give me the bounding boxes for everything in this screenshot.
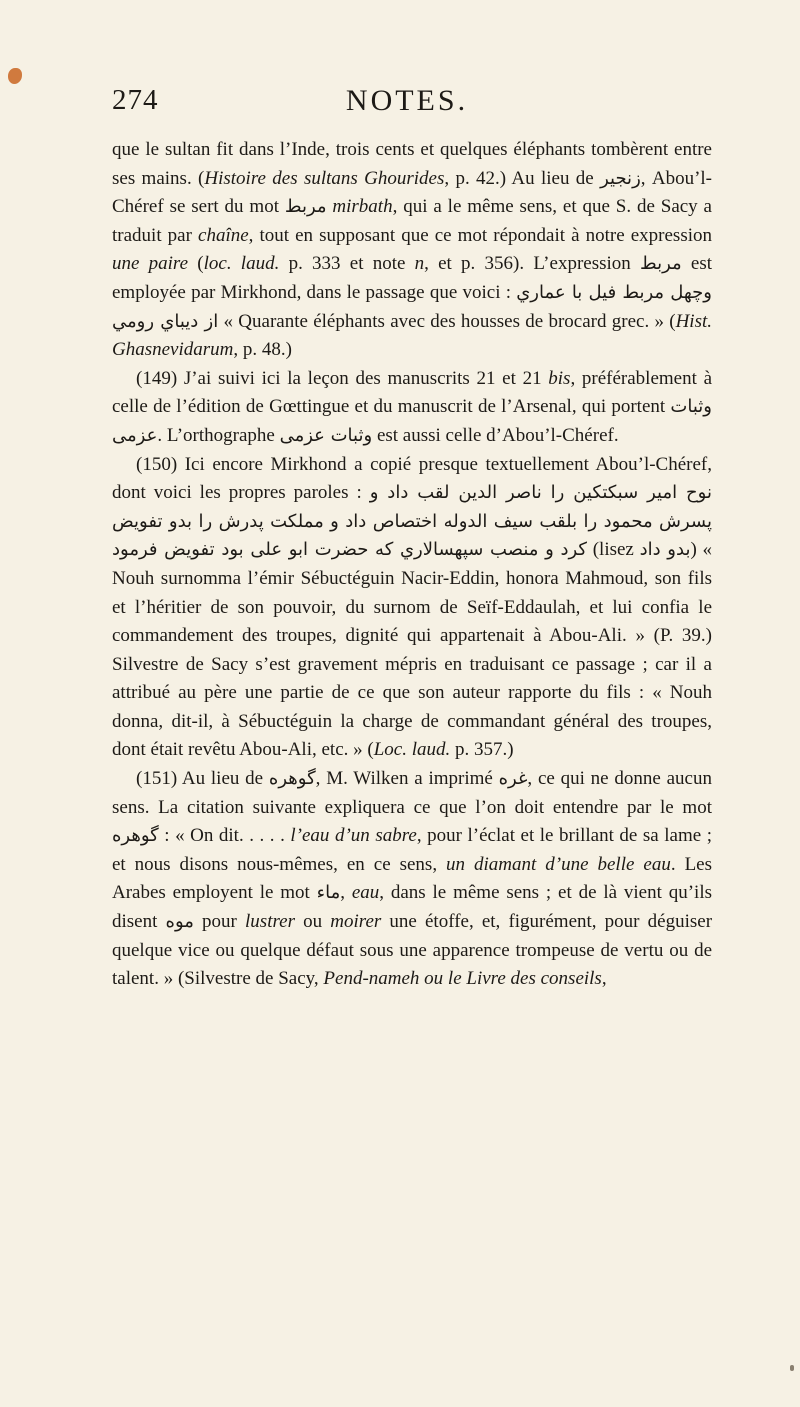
- arabic-run: موه: [165, 911, 194, 933]
- text-run: p. 357.): [450, 739, 514, 761]
- text-run: est aussi celle d’Abou’l-Chéref.: [372, 424, 619, 446]
- italic-run: Hist. Ghasnevidarum: [112, 310, 713, 361]
- arabic-run: ماء: [316, 882, 341, 904]
- text-run: (150) Ici encore Mirkhond a copié presque textuellement Abou’l-Chéref, dont voici les propres paroles :: [112, 453, 712, 504]
- text-run: p. 333 et note: [279, 253, 415, 275]
- arabic-run: غره: [498, 768, 528, 790]
- text-run: , tout en supposant que ce mot répondait à notre expression: [248, 224, 712, 246]
- text-run: que le sultan fit dans l’Inde, trois cents et quelques éléphants tombèrent entre ses mains. (: [112, 139, 712, 189]
- page-header: [112, 84, 702, 124]
- text-run: , qui a le même sens, et que S. de Sacy a traduit par: [112, 196, 712, 246]
- text-run: , M. Wilken a imprimé: [315, 768, 499, 790]
- text-run: ou: [294, 911, 331, 933]
- arabic-run: گوهره: [112, 825, 159, 847]
- arabic-run: مربط: [284, 196, 327, 218]
- text-run: est employée par Mirkhond, dans le passage que voici :: [112, 253, 713, 303]
- text-run: . Les Arabes employent le mot: [112, 853, 712, 904]
- text-run: , préférablement à celle de l’édition de Gœttingue et du manuscrit de l’Arsenal, qui portent: [112, 367, 713, 418]
- arabic-run: وثبات عزمى: [279, 424, 373, 446]
- italic-run: loc. laud.: [203, 253, 280, 275]
- text-run: (151) Au lieu de: [136, 768, 269, 790]
- text-run: , pour l’éclat et le brillant de sa lame ; et nous disons nous-mêmes, en ce sens,: [112, 825, 712, 875]
- italic-run: chaîne: [198, 224, 249, 246]
- arabic-run: گوهره: [268, 768, 316, 790]
- italic-run: une paire: [112, 253, 189, 275]
- note-151: [112, 765, 712, 994]
- body-text: [112, 136, 712, 994]
- running-head: NOTES.: [345, 84, 469, 117]
- arabic-run: نوح امير سبكتكين را ناصر الدين لقب داد و پسرش محمود را بلقب سيف الدوله اختصاص داد و مملكت پدرش را بدو تفويض كرد و منصب سپهسالاري كه حضرت ابو على بود تفويض فرمود: [112, 482, 712, 561]
- italic-run: Histoire des sultans Ghourides: [204, 167, 445, 189]
- arabic-run: زنجير: [600, 167, 641, 189]
- italic-run: Loc. laud.: [373, 739, 451, 761]
- text-run: (lisez: [587, 539, 640, 561]
- text-run: (: [188, 253, 204, 275]
- page-number: 274: [112, 84, 159, 116]
- ink-spot-decoration: [8, 68, 22, 84]
- text-run: , et p. 356). L’expression: [424, 253, 640, 275]
- paper-speck-decoration: [790, 1365, 794, 1371]
- arabic-run: بدو داد: [639, 539, 691, 561]
- text-run: ,: [340, 882, 352, 904]
- italic-run: bis: [548, 367, 571, 389]
- text-run: pour: [193, 911, 246, 933]
- arabic-run: وچهل مربط فيل با عماري از ديباي رومي: [112, 281, 712, 332]
- text-run: ,: [601, 968, 607, 990]
- text-run: , p. 42.) Au lieu de: [444, 167, 601, 189]
- italic-run: moirer: [330, 911, 382, 933]
- text-run: (149) J’ai suivi ici la leçon des manuscrits 21 et 21: [136, 367, 549, 389]
- arabic-run: مربط: [640, 253, 682, 275]
- text-run: , ce qui ne donne aucun sens. La citation suivante expliquera ce que l’on doit entendre par le mot: [112, 768, 712, 818]
- text-run: « Quarante éléphants avec des housses de brocard grec. » (: [218, 310, 676, 332]
- italic-run: eau: [351, 882, 380, 904]
- text-run: . L’orthographe: [157, 424, 280, 446]
- text-run: : « On dit. . . . .: [158, 825, 291, 847]
- text-run: , dans le même sens ; et de là vient qu’ils disent: [112, 882, 713, 933]
- italic-run: l’eau d’un sabre: [290, 825, 417, 847]
- italic-run: n: [414, 253, 425, 275]
- arabic-run: وثبات عزمى: [112, 396, 712, 446]
- italic-run: mirbath: [332, 196, 393, 218]
- note-149: [112, 365, 712, 451]
- italic-run: lustrer: [245, 911, 295, 933]
- text-run: , Abou’l-Chéref se sert du mot: [112, 167, 713, 218]
- note-150: [112, 451, 712, 766]
- italic-run: Pend-nameh ou le Livre des conseils: [323, 968, 602, 990]
- text-run: ) « Nouh surnomma l’émir Sébuctéguin Nacir-Eddin, honora Mahmoud, son fils et l’héritier de son pouvoir, du surnom de Seïf-Eddaulah, et lui confia le commandement des troupes, dignité qui appartenait à Abou-Ali. » (P. 39.) Silvestre de Sacy s’est gravement mépris en traduisant ce passage ; car il a attribué au père une partie de ce que son auteur rapporte du fils : « Nouh donna, dit-il, à Sébuctéguin la charge de commandant général des troupes, dont était revêtu Abou-Ali, etc. » (: [112, 539, 712, 761]
- text-run: une étoffe, et, figurément, pour déguiser quelque vice ou quelque défaut sous une apparence trompeuse de vertu ou de talent. » (Silvestre de Sacy,: [112, 911, 713, 990]
- text-run: , p. 48.): [233, 339, 292, 361]
- italic-run: un diamant d’une belle eau: [446, 853, 671, 875]
- paragraph-continuation: [112, 136, 712, 365]
